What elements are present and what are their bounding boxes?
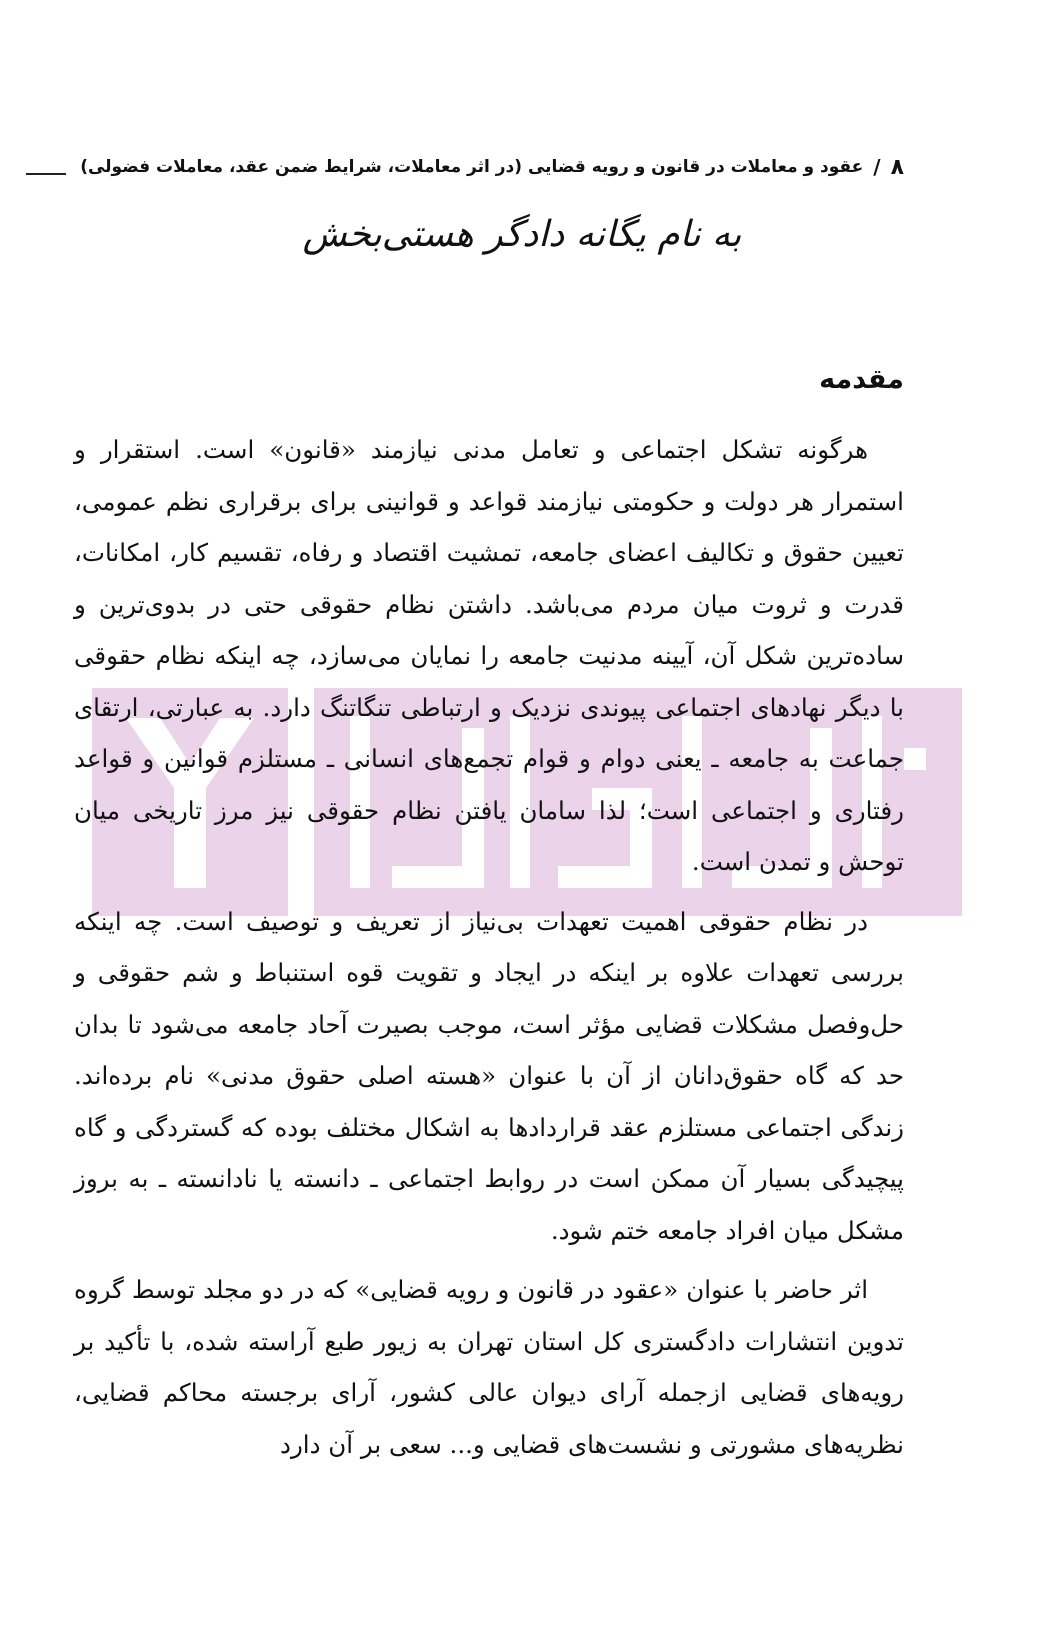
paragraph: در نظام حقوقی اهمیت تعهدات بی‌نیاز از تعریف و توصیف است. چه اینکه بررسی تعهدات علاوه بر اینکه در ایجاد و تقویت قوه استنباط و شم حقوقی و حل‌وفصل مشکلات قضایی مؤثر است، موجب بصیرت آحاد جامعه می‌شود تا بدان حد که گاه حقوق‌دانان از آن با عنوان «هسته اصلی حقوق مدنی» نام برده‌اند. زندگی اجتماعی مستلزم عقد قراردادها به اشکال مختلف بوده که گستردگی و گاه پیچیدگی بسیار آن ممکن است در روابط اجتماعی ـ دانسته یا نادانسته ـ به بروز مشکل میان افراد جامعه ختم شود. — [74, 906, 904, 1245]
page-number: ۸ — [890, 154, 904, 180]
running-header — [80, 150, 904, 184]
running-header-title: عقود و معاملات در قانون و رویه قضایی (در اثر معاملات، شرایط ضمن عقد، معاملات فضولی) — [80, 157, 864, 177]
paragraph: هرگونه تشکل اجتماعی و تعامل مدنی نیازمند «قانون» است. استقرار و استمرار هر دولت و حکومتی نیازمند قواعد و قوانینی برای برقراری نظم عمومی، تعیین حقوق و تکالیف اعضای جامعه، تمشیت اقتصاد و رفاه، تقسیم کار، امکانات، قدرت و ثروت میان مردم می‌باشد. داشتن نظام حقوقی حتی در بدوی‌ترین و ساده‌ترین شکل آن، آیینه مدنیت جامعه را نمایان می‌سازد، چه اینکه نظام حقوقی با دیگر نهادهای اجتماعی پیوندی نزدیک و ارتباطی تنگاتنگ دارد. به عبارتی، ارتقای جماعت به جامعه ـ یعنی دوام و قوام تجمع‌های انسانی ـ مستلزم قوانین و قواعد رفتاری و اجتماعی است؛ لذا سامان یافتن نظام حقوقی نیز مرز تاریخی میان توحش و تمدن است. — [74, 435, 904, 876]
paragraph: اثر حاضر با عنوان «عقود در قانون و رویه قضایی» که در دو مجلد توسط گروه تدوین انتشارات دادگستری کل استان تهران به زیور طبع آراسته شده، با تأکید بر رویه‌های قضایی ازجمله آرای دیوان عالی کشور، آرای برجسته محاکم قضایی، نظریه‌های مشورتی و نشست‌های قضایی و... سعی بر آن دارد — [74, 1275, 904, 1459]
header-rule — [26, 173, 66, 175]
header-separator: / — [873, 155, 881, 179]
invocation-calligraphy: به نام یگانه دادگر هستی‌بخش — [302, 214, 742, 255]
body-text — [74, 424, 904, 1478]
section-heading: مقدمه — [819, 364, 904, 395]
